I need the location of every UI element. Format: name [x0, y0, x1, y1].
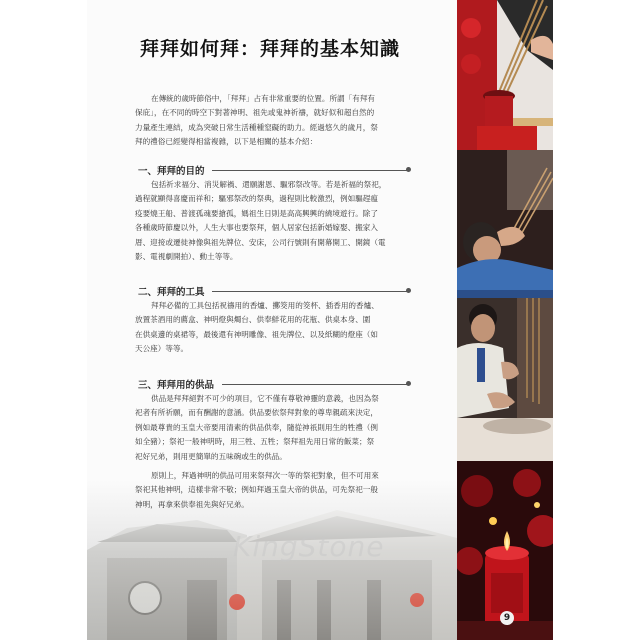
paragraph-line: 例如最尊貴的玉皇大帝要用清素的供品供奉，隨從神祇則用生的牲禮（例: [135, 422, 378, 432]
man-holding-incense-photo: [457, 150, 553, 298]
section-tools-paragraph: [135, 299, 435, 357]
section-divider: [212, 170, 408, 171]
paragraph-line: 祭祀其他神明，這樣非常不敬；例如拜過玉皇大帝的供品，可先祭祀一般: [135, 485, 378, 495]
paragraph-line: 原則上，拜過神明的供品可用來祭拜次一等的祭祀對象，但不可用來: [151, 471, 379, 480]
photo-strip: [457, 0, 553, 640]
paragraph-line: 包括祈求福分、消災解禍、還願謝恩、驅邪祭改等。若是祈福的祭祀，: [151, 180, 387, 189]
closing-paragraph: [135, 469, 435, 512]
paragraph-line: 疫要燒王船、普渡孤魂要搶孤，媽祖生日則是高高興興的繞境遊行。除了: [135, 208, 378, 218]
paragraph-line: 在供桌邊的桌裙等，最後還有神明雕像、祖先牌位、以及紙糊的燈座（如: [135, 329, 378, 339]
intro-paragraph: [135, 92, 435, 150]
page-title: 拜拜如何拜：拜拜的基本知識: [140, 38, 401, 60]
man-placing-incense-photo: [457, 298, 553, 461]
paragraph-line: 供品是拜拜絕對不可少的項目，它不僅有尊敬神靈的意義，也因為祭: [151, 394, 379, 403]
intro-line: 保庇」，在不同的時空下對著神明、祖先或鬼神祈禱，就好似和超自然的: [135, 108, 375, 118]
divider-dot: [406, 167, 411, 172]
section-offerings-paragraph: [135, 392, 435, 464]
page-number: 9: [500, 611, 514, 625]
intro-line: 拜的禮俗已經變得相當複雜，以下是相關的基本介紹：: [135, 137, 318, 147]
paragraph-line: 過程就顯得喜慶而祥和；驅邪祭改的祭典，過程則比較激烈，例如驅趕瘟: [135, 194, 378, 204]
section-heading-offerings: 三、拜拜用的供品: [138, 380, 215, 391]
section-divider: [212, 291, 408, 292]
divider-dot: [406, 381, 411, 386]
divider-dot: [406, 288, 411, 293]
intro-line: 在傳統的歲時節俗中，「拜拜」占有非常重要的位置。所謂「有拜有: [151, 94, 376, 103]
incense-burner-photo: [457, 0, 553, 150]
watermark-text: KingStone: [233, 530, 385, 563]
section-heading-tools: 二、拜拜的工具: [138, 287, 205, 298]
section-divider: [222, 384, 408, 385]
section-purpose-paragraph: [135, 178, 435, 264]
paragraph-line: 神明，再拿來供奉祖先與好兄弟。: [135, 499, 249, 509]
paragraph-line: 拜拜必備的工具包括祝禱用的香爐、擲筊用的筊杯、插香用的香爐、: [151, 301, 379, 310]
paragraph-line: 天公座）等等。: [135, 344, 189, 354]
paragraph-line: 放置茶酒用的薦盒、神明燈與燭台、供奉鮮花用的花瓶、供桌本身、圍: [135, 315, 371, 325]
paragraph-line: 各種歲時節慶以外，人生大事也要祭拜，個人居家包括新婚嫁娶、搬家入: [135, 223, 378, 233]
paragraph-line: 影、電視劇開拍）、動土等等。: [135, 252, 238, 262]
paragraph-line: 厝、迎接或遷徙神像與祖先牌位、安床，公司行號則有開幕開工、開鏡（電: [135, 237, 386, 247]
paragraph-line: 祀好兄弟，則用更簡單的五味碗或生的供品。: [135, 451, 287, 461]
section-heading-purpose: 一、拜拜的目的: [138, 166, 205, 177]
paragraph-line: 如全豬）；祭祀一般神明時，用三牲、五牲；祭拜祖先用日常的飯菜；祭: [135, 437, 375, 447]
intro-line: 力量產生連結，成為突破日常生活種種窒礙的助力。經過悠久的歲月，祭: [135, 122, 378, 132]
paragraph-line: 祀者有所祈願，而有酬謝的意涵。供品要依祭拜對象的尊卑親疏來決定，: [135, 408, 378, 418]
